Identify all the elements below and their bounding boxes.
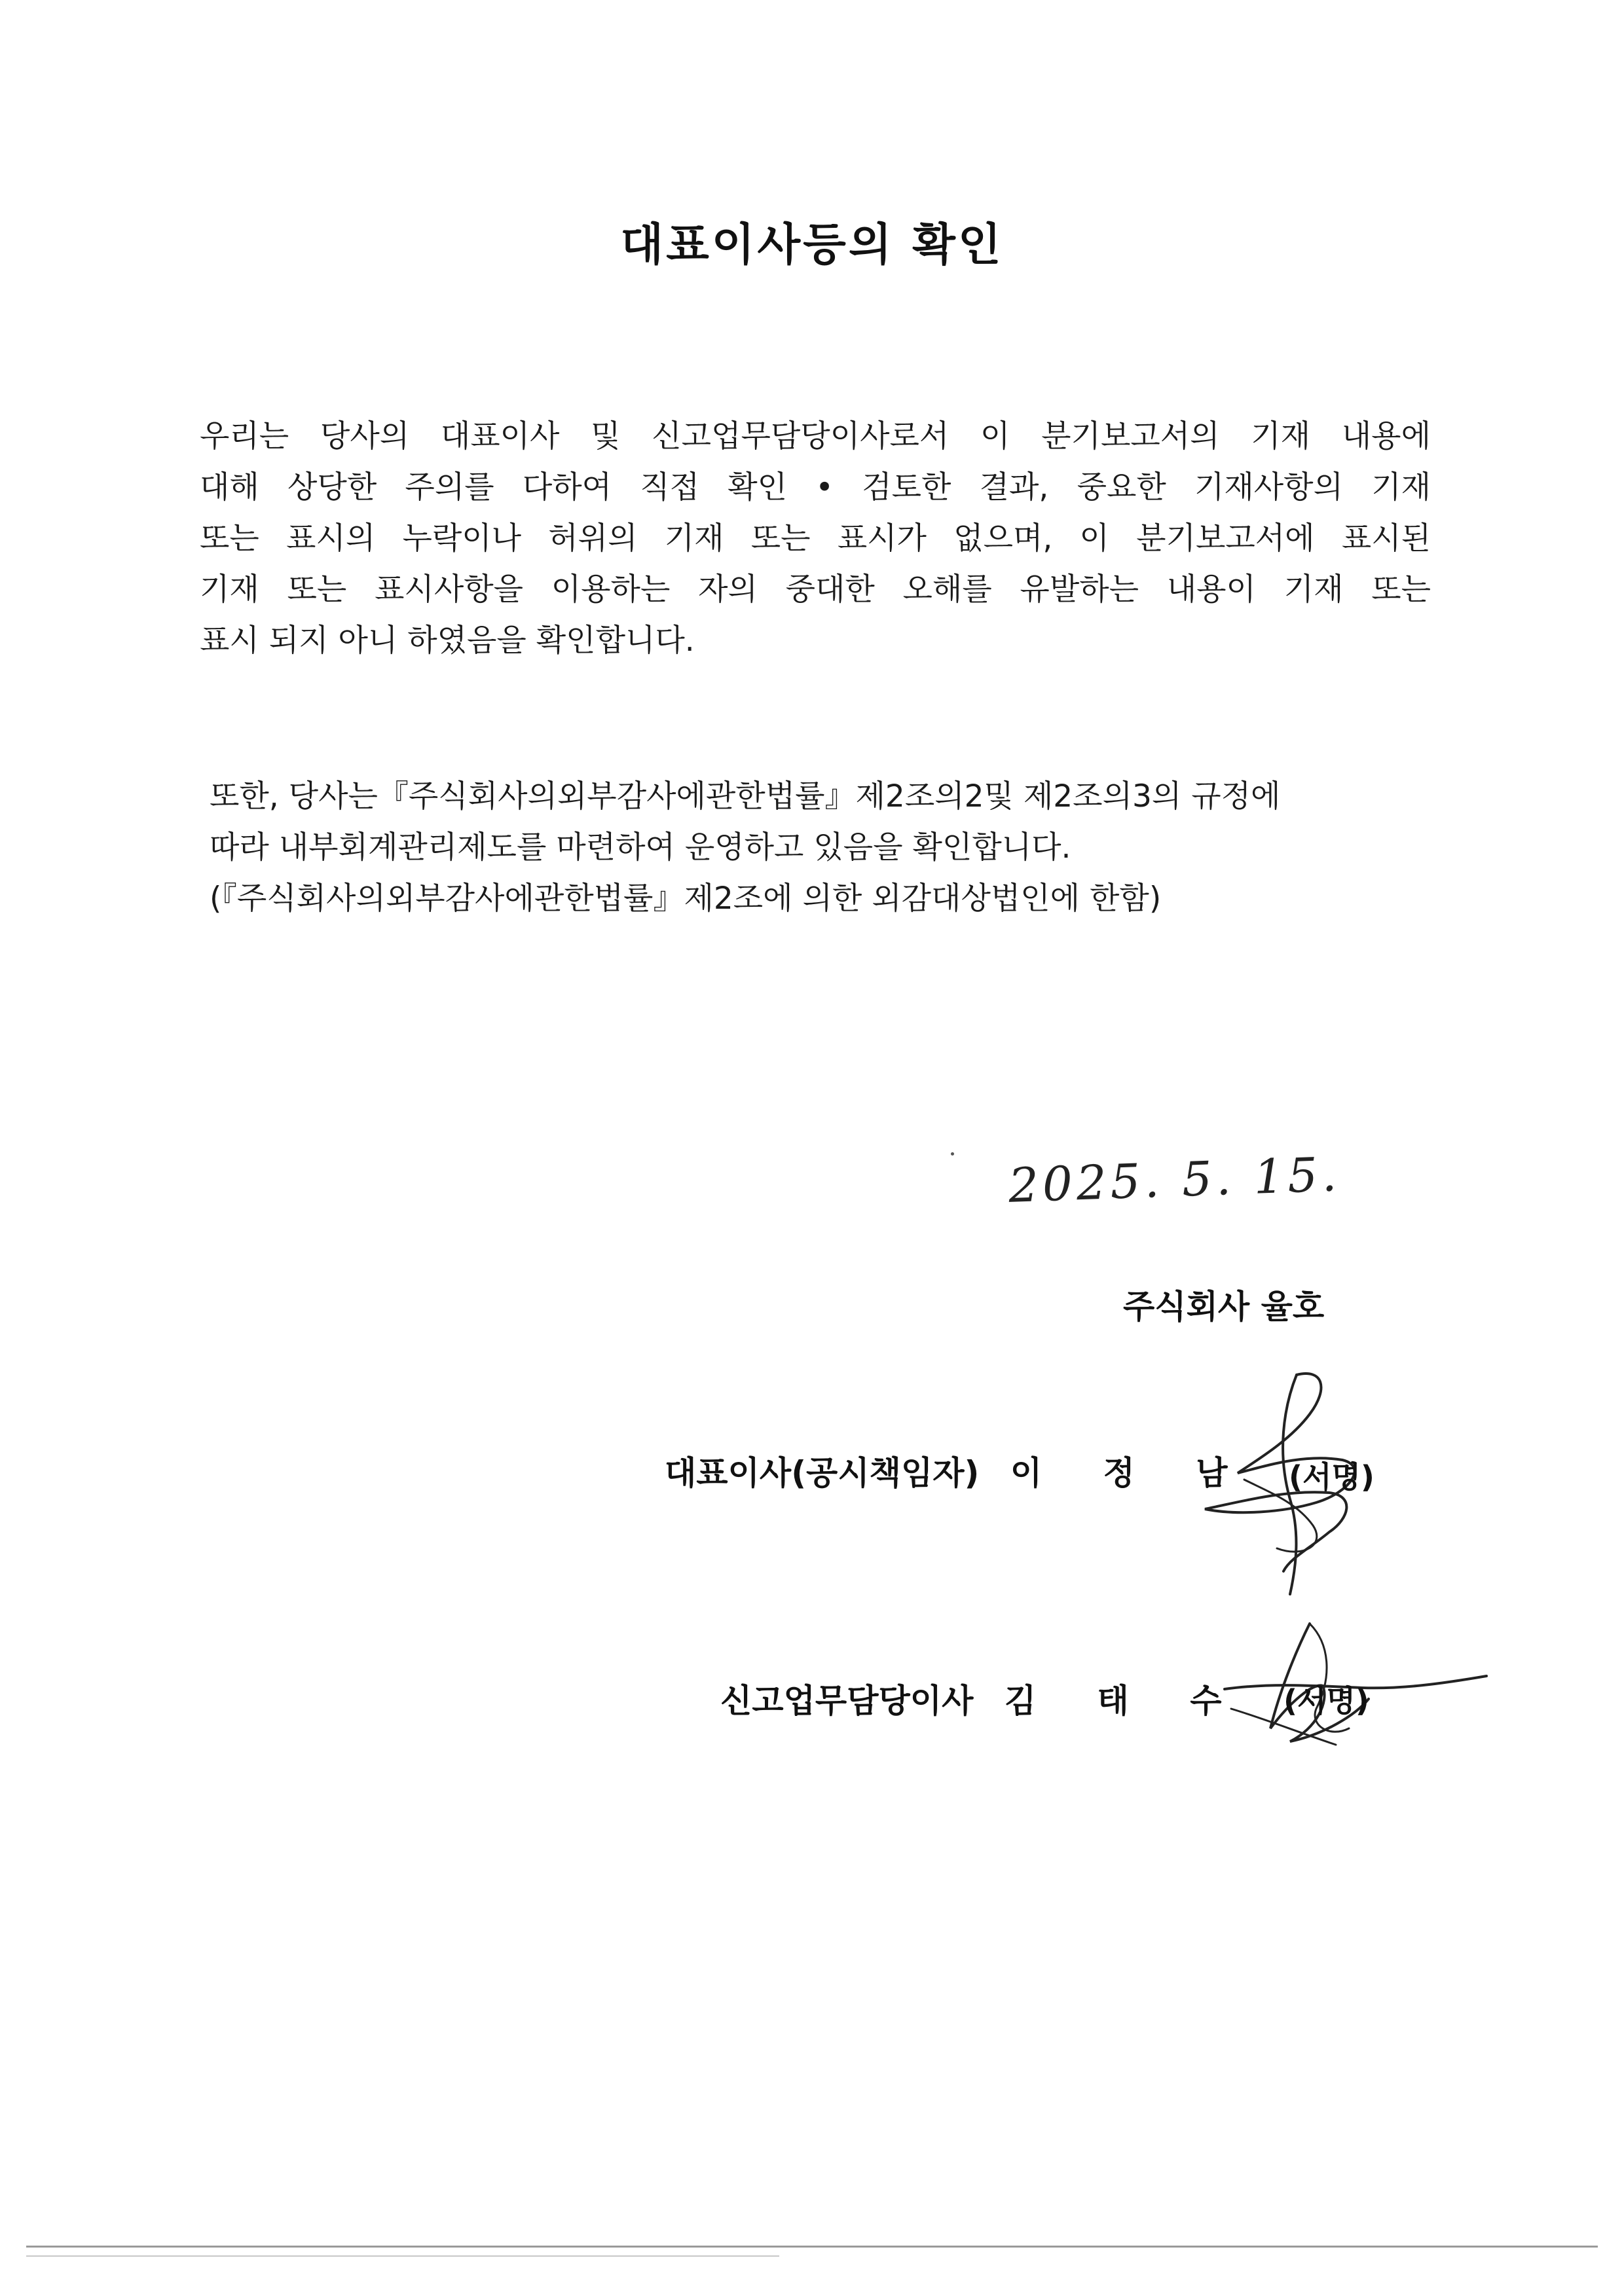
handwritten-date: 2025. 5. 15.: [1007, 1146, 1342, 1213]
internal-control-paragraph: [210, 771, 1454, 924]
paragraph-line: 표시 되지 아니 하였음을 확인합니다.: [200, 623, 695, 659]
scan-edge-divider: [26, 2246, 1598, 2248]
paragraph-line: 따라 내부회계관리제도를 마련하여 운영하고 있음을 확인합니다.: [210, 829, 1071, 866]
paragraph-line: 또한, 당사는『주식회사의외부감사에관한법률』제2조의2및 제2조의3의 규정에: [210, 778, 1281, 814]
signer-name: 이 정 남: [1010, 1454, 1253, 1492]
signer-name: 김 태 수: [1004, 1682, 1247, 1720]
scan-edge-divider: [26, 2255, 779, 2257]
paragraph-line: 또는 표시의 누락이나 허위의 기재 또는 표시가 없으며, 이 분기보고서에 표시된: [200, 520, 1431, 556]
scan-speck: [951, 1152, 954, 1156]
signature-label: (서명): [1283, 1683, 1369, 1719]
signer-role: 신고업무담당이사: [720, 1682, 974, 1720]
signer-role: 대표이사(공시책임자): [665, 1454, 980, 1492]
paragraph-line: (『주식회사의외부감사에관한법률』제2조에 의한 외감대상법인에 한함): [210, 881, 1162, 917]
ceo-signer-row: [665, 1447, 1253, 1494]
paragraph-line: 대해 상당한 주의를 다하여 직접 확인 • 검토한 결과, 중요한 기재사항의 기재: [200, 469, 1431, 505]
paragraph-line: 기재 또는 표시사항을 이용하는 자의 중대한 오해를 유발하는 내용이 기재 또는: [200, 572, 1431, 608]
disclosure-officer-row: [720, 1675, 1247, 1722]
signature-label: (서명): [1289, 1459, 1375, 1495]
paragraph-line: 우리는 당사의 대표이사 및 신고업무담당이사로서 이 분기보고서의 기재 내용에: [200, 418, 1431, 454]
page-title: 대표이사등의 확인: [620, 219, 1004, 271]
company-name: 주식회사 율호: [1123, 1288, 1325, 1326]
confirmation-paragraph: [200, 411, 1431, 666]
